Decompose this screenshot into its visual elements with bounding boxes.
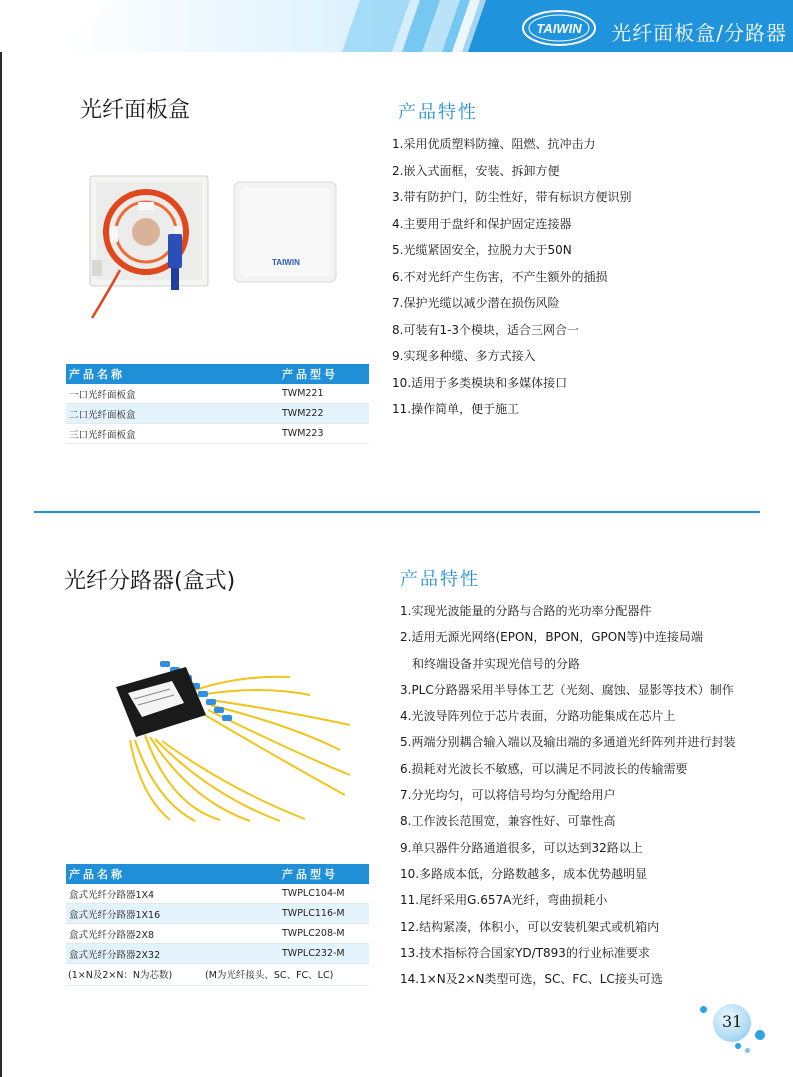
section2-title: 光纤分路器(盒式) [64, 569, 236, 594]
feature-item: 8.可装有1-3个模块，适合三网合一 [392, 322, 580, 337]
feature-item: 4.光波导阵列位于芯片表面，分路功能集成在芯片上 [400, 709, 676, 724]
table-note-right: (M为光纤接头、SC、FC、LC) [205, 970, 334, 981]
faceplate-box-image [80, 172, 220, 322]
col-header-model: 产品型号 [279, 864, 369, 884]
table-row [66, 884, 369, 904]
section-divider [34, 511, 760, 513]
decor-dot [755, 1030, 765, 1040]
feature-item: 7.保护光缆以减少潜在损伤风险 [392, 296, 560, 310]
section1-title: 光纤面板盒 [80, 98, 191, 123]
section2-feature-list [400, 602, 735, 996]
decor-dot [745, 1048, 750, 1053]
section1-features-title: 产品特性 [398, 102, 478, 123]
feature-item: 14.1×N及2×N类型可选，SC、FC、LC接头可选 [400, 972, 663, 987]
product-model-cell: TWPLC208-M [279, 924, 369, 944]
product-name-cell: 三口光纤面板盒 [66, 424, 279, 444]
header-banner [0, 0, 793, 52]
feature-item: 6.损耗对光波长不敏感，可以满足不同波长的传输需要 [400, 761, 688, 776]
product-model-cell: TWPLC104-M [279, 884, 369, 904]
col-header-model: 产品型号 [279, 364, 369, 384]
decor-dot [700, 1006, 707, 1013]
feature-item: 8.工作波长范围宽，兼容性好、可靠性高 [400, 814, 616, 829]
section1-feature-list [392, 135, 631, 427]
decor-dot [735, 1043, 741, 1049]
svg-text:TAIWIN: TAIWIN [536, 21, 582, 36]
product-name-cell: 二口光纤面板盒 [66, 404, 279, 424]
feature-item: 12.结构紧凑，体积小，可以安装机架式或机箱内 [400, 919, 660, 934]
table-row [66, 944, 369, 964]
product-name-cell: 盒式光纤分路器2X32 [66, 944, 279, 964]
feature-item: 4.主要用于盘纤和保护固定连接器 [392, 216, 572, 231]
section1-product-table [66, 364, 369, 444]
header-title: 光纤面板盒/分路器 [611, 21, 787, 45]
product-model-cell: TWPLC232-M [279, 944, 369, 964]
feature-item: 11.尾纤采用G.657A光纤，弯曲损耗小 [400, 893, 608, 908]
table-row [66, 404, 369, 424]
feature-item: 5.光缆紧固安全，拉脱力大于50N [392, 243, 572, 257]
feature-item: 10.多路成本低，分路数越多，成本优势越明显 [400, 866, 648, 881]
feature-item: 3.带有防护门，防尘性好，带有标识方便识别 [392, 190, 632, 204]
section2-product-table [66, 864, 369, 964]
cover-brand-text: TAIWIN [272, 258, 300, 267]
page-left-border [0, 0, 2, 1077]
faceplate-cover-image [230, 180, 340, 285]
feature-item: 6.不对光纤产生伤害，不产生额外的插损 [392, 269, 608, 284]
feature-item: 5.两端分别耦合输入端以及输出端的多通道光纤阵列并进行封装 [400, 735, 736, 750]
table-bottom-rule [66, 985, 369, 986]
feature-item: 7.分光均匀，可以将信号均匀分配给用户 [400, 788, 616, 803]
product-name-cell: 盒式光纤分路器1X4 [66, 884, 279, 904]
table-note-left: (1×N及2×N：N为芯数) [68, 970, 173, 981]
section2-features-title: 产品特性 [400, 569, 480, 590]
product-name-cell: 盒式光纤分路器1X16 [66, 904, 279, 924]
table-row [66, 384, 369, 404]
product-model-cell: TWPLC116-M [279, 904, 369, 924]
product-model-cell: TWM223 [279, 424, 369, 444]
feature-item: 和终端设备并实现光信号的分路 [412, 656, 581, 671]
table-row [66, 424, 369, 444]
plc-splitter-image [110, 655, 355, 825]
feature-item: 10.适用于多类模块和多媒体接口 [392, 375, 568, 390]
col-header-name: 产品名称 [66, 364, 279, 384]
feature-item: 13.技术指标符合国家YD/T893的行业标准要求 [400, 945, 650, 960]
feature-item: 9.实现多种缆、多方式接入 [392, 349, 536, 363]
product-model-cell: TWM221 [279, 384, 369, 404]
taiwin-logo [520, 8, 598, 48]
product-name-cell: 一口光纤面板盒 [66, 384, 279, 404]
product-model-cell: TWM222 [279, 404, 369, 424]
table-row [66, 904, 369, 924]
feature-item: 1.采用优质塑料防撞、阻燃、抗冲击力 [392, 137, 596, 151]
page-number: 31 [722, 1012, 743, 1031]
feature-item: 11.操作简单，便于施工 [392, 402, 520, 416]
feature-item: 2.嵌入式面框，安装、拆卸方便 [392, 163, 560, 178]
table-row [66, 924, 369, 944]
col-header-name: 产品名称 [66, 864, 279, 884]
feature-item: 1.实现光波能量的分路与合路的光功率分配器件 [400, 604, 652, 618]
feature-item: 3.PLC分路器采用半导体工艺（光刻、腐蚀、显影等技术）制作 [400, 682, 734, 697]
feature-item: 2.适用无源光网络(EPON，BPON，GPON等)中连接局端 [400, 630, 703, 645]
feature-item: 9.单只器件分路通道很多，可以达到32路以上 [400, 840, 643, 855]
product-name-cell: 盒式光纤分路器2X8 [66, 924, 279, 944]
